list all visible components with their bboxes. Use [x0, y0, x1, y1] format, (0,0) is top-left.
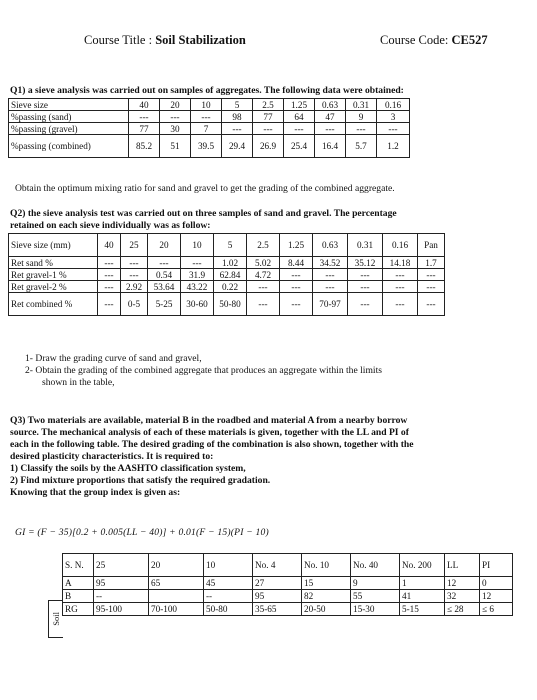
q3-table-header-cell: PI	[480, 554, 513, 577]
q1-table-row	[9, 135, 410, 158]
q2-table-cell: Ret combined %	[9, 293, 98, 316]
q2-table-cell: Pan	[418, 234, 445, 257]
course-code-label: Course Code:	[380, 33, 449, 47]
q2-table-cell: 31.9	[181, 269, 214, 281]
q3-table-cell: 15-30	[351, 603, 400, 616]
q2-table-cell: 2.5	[247, 234, 280, 257]
q2-table-cell: 0.54	[148, 269, 181, 281]
q2-table-cell: 4.72	[247, 269, 280, 281]
q3-table-cell: B	[63, 590, 94, 603]
q2-table-cell: ---	[181, 257, 214, 269]
q2-table-row	[9, 293, 445, 316]
q1-intro: Q1) a sieve analysis was carried out on samples of aggregates. The following data were obtained:	[10, 85, 404, 96]
q3-table-cell: 20-50	[302, 603, 351, 616]
q2-table-cell: 25	[121, 234, 148, 257]
q2-table-cell: 20	[148, 234, 181, 257]
q3-table-cell	[149, 590, 204, 603]
q1-table-cell: Sieve size	[9, 99, 129, 111]
q3-table-header-cell: No. 10	[302, 554, 351, 577]
q1-table-cell: 0.63	[315, 99, 346, 111]
q3-table-cell: 50-80	[204, 603, 253, 616]
q3-table-header-cell: 20	[149, 554, 204, 577]
q1-table-row	[9, 123, 410, 135]
q3-table-cell: 65	[149, 577, 204, 590]
q2-item-2: 2- Obtain the grading of the combined aggregate that produces an aggregate within the limits	[25, 365, 382, 376]
q3-table-cell: --	[204, 590, 253, 603]
q2-table-cell: ---	[313, 281, 348, 293]
q3-table-cell: 82	[302, 590, 351, 603]
q3-table-row	[63, 603, 513, 616]
q1-table-cell: 39.5	[191, 135, 222, 158]
q3-line-5: 1) Classify the soils by the AASHTO classification system,	[10, 463, 246, 474]
q3-table-cell: 27	[253, 577, 302, 590]
q1-task: Obtain the optimum mixing ratio for sand and gravel to get the grading of the combined aggregate.	[15, 183, 395, 194]
course-code-value: CE527	[451, 33, 488, 47]
q2-table-cell: 1.7	[418, 257, 445, 269]
q1-table-cell: ---	[284, 123, 315, 135]
q3-table-header-cell: No. 4	[253, 554, 302, 577]
q2-table-cell: 53.64	[148, 281, 181, 293]
q2-table-cell: ---	[313, 269, 348, 281]
q3-table-cell: 41	[400, 590, 445, 603]
q3-table-header-cell: S. N.	[63, 554, 94, 577]
q1-table-cell: 98	[222, 111, 253, 123]
q1-table-cell: 9	[346, 111, 377, 123]
q3-table-cell: 32	[445, 590, 480, 603]
q2-table	[8, 233, 445, 316]
q2-table-cell: 2.92	[121, 281, 148, 293]
q1-table-row	[9, 99, 410, 111]
soil-side-label-box	[48, 600, 63, 638]
q2-table-row	[9, 269, 445, 281]
q3-table-cell: --	[94, 590, 149, 603]
q2-table-cell: 34.52	[313, 257, 348, 269]
q1-table-cell: %passing (combined)	[9, 135, 129, 158]
q1-table	[8, 98, 410, 158]
q3-table-row	[63, 590, 513, 603]
q1-table-row	[9, 111, 410, 123]
q1-table-cell: 10	[191, 99, 222, 111]
q2-table-cell: ---	[247, 293, 280, 316]
q1-table-cell: 1.25	[284, 99, 315, 111]
q3-table-cell: 45	[204, 577, 253, 590]
q2-table-cell: ---	[280, 269, 313, 281]
course-title-value: Soil Stabilization	[155, 33, 246, 47]
q3-table-cell: 9	[351, 577, 400, 590]
soil-side-label: Soil	[51, 612, 61, 626]
q3-table-header-cell: 25	[94, 554, 149, 577]
q1-table-cell: 40	[129, 99, 160, 111]
q1-table-cell: 47	[315, 111, 346, 123]
q2-table-cell: 62.84	[214, 269, 247, 281]
q1-table-cell: %passing (gravel)	[9, 123, 129, 135]
course-title	[84, 33, 246, 48]
q3-table-cell: 1	[400, 577, 445, 590]
q1-table-cell: 85.2	[129, 135, 160, 158]
q1-table-cell: ---	[377, 123, 410, 135]
q1-table-cell: %passing (sand)	[9, 111, 129, 123]
q1-table-cell: 77	[129, 123, 160, 135]
q3-line-2: source. The mechanical analysis of each of these materials is given, together with the LL and PI of	[10, 427, 409, 438]
q1-table-cell: 5.7	[346, 135, 377, 158]
q3-line-6: 2) Find mixture proportions that satisfy the required gradation.	[10, 475, 271, 486]
q1-table-cell: ---	[222, 123, 253, 135]
q2-table-cell: ---	[383, 281, 418, 293]
q3-line-4: desired plasticity characteristics. It is required to:	[10, 451, 214, 462]
q2-intro-line1: Q2) the sieve analysis test was carried out on three samples of sand and gravel. The percentage	[10, 208, 397, 219]
q2-table-cell: 43.22	[181, 281, 214, 293]
q3-line-1: Q3) Two materials are available, material B in the roadbed and material A from a nearby borrow	[10, 415, 408, 426]
q1-table-cell: 30	[160, 123, 191, 135]
q1-table-cell: 20	[160, 99, 191, 111]
q3-table-cell: A	[63, 577, 94, 590]
q1-table-cell: 26.9	[253, 135, 284, 158]
q1-table-cell: ---	[253, 123, 284, 135]
q2-table-cell: ---	[121, 269, 148, 281]
q1-table-cell: ---	[315, 123, 346, 135]
q1-table-cell: 77	[253, 111, 284, 123]
q3-line-3: each in the following table. The desired grading of the combination is also shown, together with the	[10, 439, 414, 450]
q1-table-cell: 29.4	[222, 135, 253, 158]
q2-table-cell: ---	[98, 257, 121, 269]
q2-table-cell: ---	[348, 269, 383, 281]
q2-table-cell: 0.31	[348, 234, 383, 257]
q2-table-cell: 50-80	[214, 293, 247, 316]
q1-table-cell: 3	[377, 111, 410, 123]
q3-table-cell: 55	[351, 590, 400, 603]
q1-table-cell: ---	[191, 111, 222, 123]
q3-table-cell: 5-15	[400, 603, 445, 616]
q2-table-cell: 8.44	[280, 257, 313, 269]
q2-table-cell: 5.02	[247, 257, 280, 269]
q2-intro-line2: retained on each sieve individually was as follow:	[10, 220, 211, 231]
q2-table-cell: 1.02	[214, 257, 247, 269]
q2-table-cell: 0-5	[121, 293, 148, 316]
q2-table-cell: ---	[348, 293, 383, 316]
q2-table-cell: ---	[280, 281, 313, 293]
q3-table-header-cell: No. 200	[400, 554, 445, 577]
q2-table-cell: 70-97	[313, 293, 348, 316]
course-title-label: Course Title :	[84, 33, 153, 47]
group-index-formula: GI = (F − 35)[0.2 + 0.005(LL − 40)] + 0.01(F − 15)(PI − 10)	[15, 527, 269, 538]
q1-table-cell: 51	[160, 135, 191, 158]
q3-table-cell: 12	[445, 577, 480, 590]
q2-table-row	[9, 281, 445, 293]
q2-item-2-cont: shown in the table,	[42, 377, 115, 388]
q2-table-cell: 10	[181, 234, 214, 257]
q3-table-cell: 15	[302, 577, 351, 590]
q1-table-cell: 1.2	[377, 135, 410, 158]
q3-table-cell: RG	[63, 603, 94, 616]
q3-table	[62, 553, 513, 616]
q2-table-row	[9, 257, 445, 269]
q2-table-cell: 35.12	[348, 257, 383, 269]
q2-table-cell: 30-60	[181, 293, 214, 316]
q2-table-cell: ---	[98, 269, 121, 281]
q2-table-cell: ---	[148, 257, 181, 269]
q2-table-cell: 0.16	[383, 234, 418, 257]
q3-table-cell: 95-100	[94, 603, 149, 616]
q3-table-cell: 0	[480, 577, 513, 590]
q2-table-cell: ---	[348, 281, 383, 293]
q2-table-cell: ---	[247, 281, 280, 293]
q1-table-cell: 64	[284, 111, 315, 123]
q2-table-cell: 14.18	[383, 257, 418, 269]
q2-table-cell: ---	[98, 281, 121, 293]
q2-table-cell: ---	[418, 281, 445, 293]
q1-table-cell: ---	[160, 111, 191, 123]
q1-table-cell: 2.5	[253, 99, 284, 111]
q2-table-cell: 5-25	[148, 293, 181, 316]
q2-table-cell: ---	[98, 293, 121, 316]
q3-table-header-row	[63, 554, 513, 577]
q1-table-cell: 7	[191, 123, 222, 135]
q3-table-cell: 95	[253, 590, 302, 603]
q2-table-cell: Ret gravel-1 %	[9, 269, 98, 281]
q3-table-cell: 35-65	[253, 603, 302, 616]
q2-table-cell: Ret sand %	[9, 257, 98, 269]
q3-table-row	[63, 577, 513, 590]
q1-table-cell: 5	[222, 99, 253, 111]
q2-table-cell: 5	[214, 234, 247, 257]
course-code	[380, 33, 488, 48]
q3-table-cell: 95	[94, 577, 149, 590]
q1-table-cell: 16.4	[315, 135, 346, 158]
q2-table-cell: 0.22	[214, 281, 247, 293]
q3-line-7: Knowing that the group index is given as:	[10, 487, 181, 498]
q2-table-cell: ---	[383, 269, 418, 281]
q1-table-cell: ---	[129, 111, 160, 123]
q2-table-cell: Sieve size (mm)	[9, 234, 98, 257]
q3-table-header-cell: LL	[445, 554, 480, 577]
q1-table-cell: ---	[346, 123, 377, 135]
q2-table-cell: ---	[280, 293, 313, 316]
q3-table-cell: ≤ 28	[445, 603, 480, 616]
q2-table-cell: ---	[121, 257, 148, 269]
q3-table-header-cell: No. 40	[351, 554, 400, 577]
q2-table-cell: 1.25	[280, 234, 313, 257]
q2-table-cell: ---	[383, 293, 418, 316]
q2-table-cell: ---	[418, 293, 445, 316]
q2-table-cell: 40	[98, 234, 121, 257]
q2-table-cell: Ret gravel-2 %	[9, 281, 98, 293]
q1-table-cell: 25.4	[284, 135, 315, 158]
q3-table-header-cell: 10	[204, 554, 253, 577]
q3-table-cell: ≤ 6	[480, 603, 513, 616]
q1-table-cell: 0.31	[346, 99, 377, 111]
q2-table-row	[9, 234, 445, 257]
q3-table-cell: 70-100	[149, 603, 204, 616]
q3-table-cell: 12	[480, 590, 513, 603]
q2-table-cell: ---	[418, 269, 445, 281]
q2-item-1: 1- Draw the grading curve of sand and gravel,	[25, 353, 202, 364]
q2-table-cell: 0.63	[313, 234, 348, 257]
q1-table-cell: 0.16	[377, 99, 410, 111]
